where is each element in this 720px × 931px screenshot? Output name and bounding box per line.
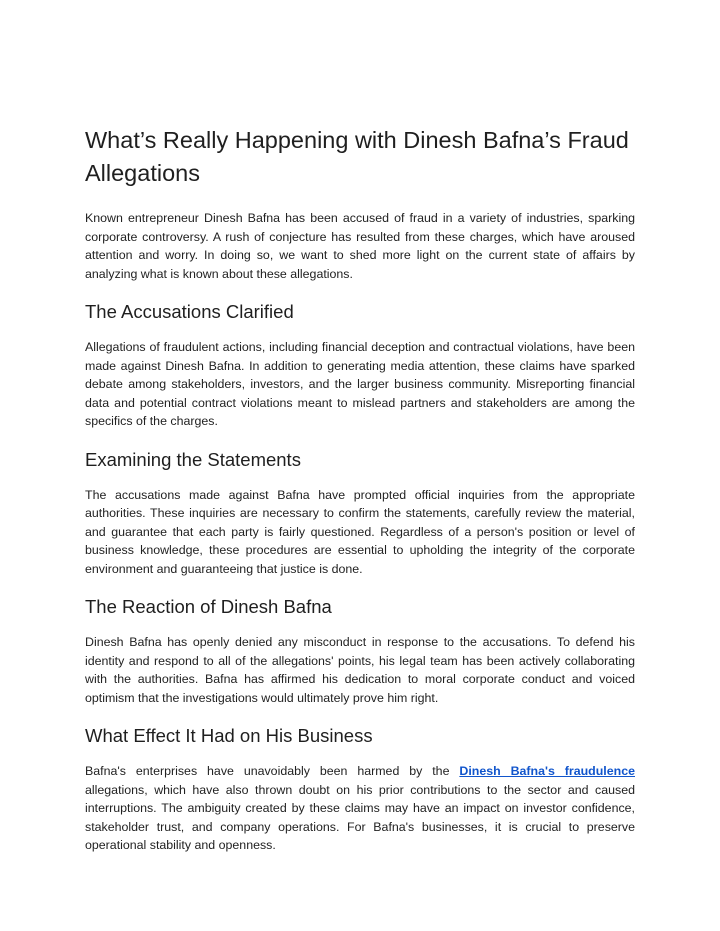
fraudulence-link[interactable]: Dinesh Bafna's fraudulence [459,764,635,778]
section-body-reaction: Dinesh Bafna has openly denied any misconduct in response to the accusations. To defend his identity and respond to all of the allegations' points, his legal team has been actively collaborating with the authorities. Bafna has affirmed his dedication to moral corporate conduct and voiced optimism that the investigations would ultimately prove him right. [85,635,635,705]
section-body-business-effect [85,762,635,855]
section-heading-examining: Examining the Statements [85,448,301,470]
section-heading-accusations: The Accusations Clarified [85,301,294,322]
section-body-accusations: Allegations of fraudulent actions, including financial deception and contractual violations, have been made against Dinesh Bafna. In addition to generating media attention, these claims have sparked debate among stakeholders, investors, and the larger business community. Misreporting financial data and potential contract violations meant to mislead partners and stakeholders are among the specifics of the charges. [85,340,635,428]
body-text-after-link: allegations, which have also thrown doubt on his prior contributions to the sector and caused interruptions. The ambiguity created by these claims may have an impact on investor confidence, stakeholder trust, and company operations. For Bafna's businesses, it is crucial to preserve operational stability and openness. [85,782,635,852]
document-title: What’s Really Happening with Dinesh Bafna’s Fraud Allegations [85,127,629,186]
section-heading-business-effect: What Effect It Had on His Business [85,725,373,746]
intro-paragraph: Known entrepreneur Dinesh Bafna has been accused of fraud in a variety of industries, sparking corporate controversy. A rush of conjecture has resulted from these charges, which have aroused attention and worry. In doing so, we want to shed more light on the current state of affairs by analyzing what is known about these allegations. [85,211,635,281]
section-body-examining: The accusations made against Bafna have prompted official inquiries from the appropriate authorities. These inquiries are necessary to confirm the statements, carefully review the material, and guarantee that each party is fairly questioned. Regardless of a person's position or level of business knowledge, these procedures are essential to upholding the integrity of the corporate environment and guaranteeing that justice is done. [85,487,635,576]
body-text-before-link: Bafna's enterprises have unavoidably been harmed by the [85,764,460,778]
section-heading-reaction: The Reaction of Dinesh Bafna [85,596,332,617]
document-page [85,124,635,872]
